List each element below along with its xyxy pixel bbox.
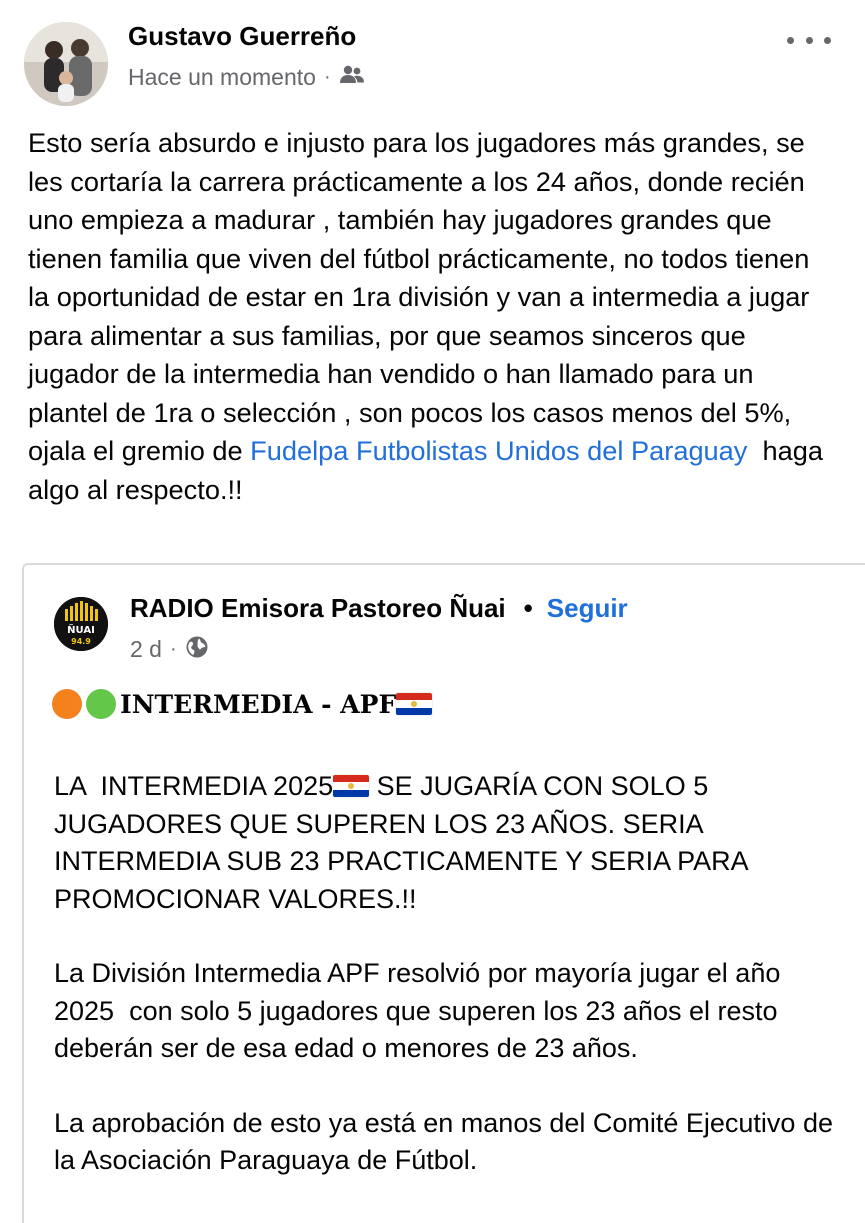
post-text-part: Esto sería absurdo e injusto para los jugadores más grandes, se les cortaría la carrera prácticamente a los 24 años, donde recién uno empieza a madurar , también hay jugadores grandes que tienen familia que viven del fútbol prácticamente, no todos tienen la oportunidad de estar en 1ra división y van a intermedia a jugar para alimentar a sus familias, por que seamos sinceros que jugador de la intermedia han vendido o han llamado para un plantel de 1ra o selección , son pocos los casos menos del 5%, ojala el gremio de <box>28 127 810 466</box>
shared-paragraph: La División Intermedia APF resolvió por mayoría jugar el año 2025 con solo 5 jugadores que superen los 23 años el resto deberán ser de esa edad o menores de 23 años. <box>54 958 788 1063</box>
post-text-part: haga algo al respecto.!! <box>28 435 831 505</box>
post-header <box>0 0 865 110</box>
orange-circle-icon <box>52 689 82 719</box>
shared-paragraph: La aprobación de esto ya está en manos del Comité Ejecutivo de la Asociación Paraguaya de Fútbol. <box>54 1107 833 1175</box>
meta-separator: · <box>323 66 331 88</box>
logo-text: ÑUAI <box>67 625 95 636</box>
logo-frequency: 94.9 <box>71 637 91 646</box>
shared-post-title <box>52 689 432 719</box>
shared-page-name[interactable]: RADIO Emisora Pastoreo Ñuai <box>130 593 506 623</box>
author-name[interactable]: Gustavo Guerreño <box>128 21 357 51</box>
shared-paragraph-part: LA INTERMEDIA 2025 <box>54 771 334 801</box>
avatar-photo <box>24 22 108 106</box>
shared-paragraph-part: SE JUGARÍA CON SOLO 5 JUGADORES QUE SUPEREN LOS 23 AÑOS. SERIA INTERMEDIA SUB 23 PRACTICAMENTE Y SERIA PARA PROMOCIONAR VALORES.!! <box>54 771 748 914</box>
more-options-button[interactable] <box>787 28 831 52</box>
shared-paragraph <box>54 768 834 918</box>
shared-post-timestamp[interactable]: 2 d <box>130 636 162 662</box>
radio-logo-icon <box>54 597 108 651</box>
green-circle-icon <box>86 689 116 719</box>
page-logo[interactable] <box>54 597 108 651</box>
follow-separator: • <box>523 593 533 623</box>
shared-post-text <box>54 768 834 1217</box>
post-meta <box>128 64 365 91</box>
paraguay-flag-icon <box>396 693 432 715</box>
shared-page-header <box>130 593 628 624</box>
mention-link[interactable]: Fudelpa Futbolistas Unidos del Paraguay <box>250 435 748 466</box>
meta-separator: · <box>169 638 177 660</box>
follow-button[interactable]: Seguir <box>546 593 628 623</box>
post-text <box>28 124 831 509</box>
shared-post-meta <box>130 635 209 664</box>
more-dot-icon <box>806 37 813 44</box>
friends-icon <box>339 64 365 91</box>
more-dot-icon <box>787 37 794 44</box>
post-timestamp[interactable]: Hace un momento <box>128 64 316 90</box>
shared-post-card[interactable] <box>22 563 865 1223</box>
author-avatar[interactable] <box>24 22 108 106</box>
paraguay-flag-icon <box>333 775 369 797</box>
shared-title-text: INTERMEDIA - APF <box>120 689 397 719</box>
globe-icon <box>185 635 209 664</box>
more-dot-icon <box>824 37 831 44</box>
